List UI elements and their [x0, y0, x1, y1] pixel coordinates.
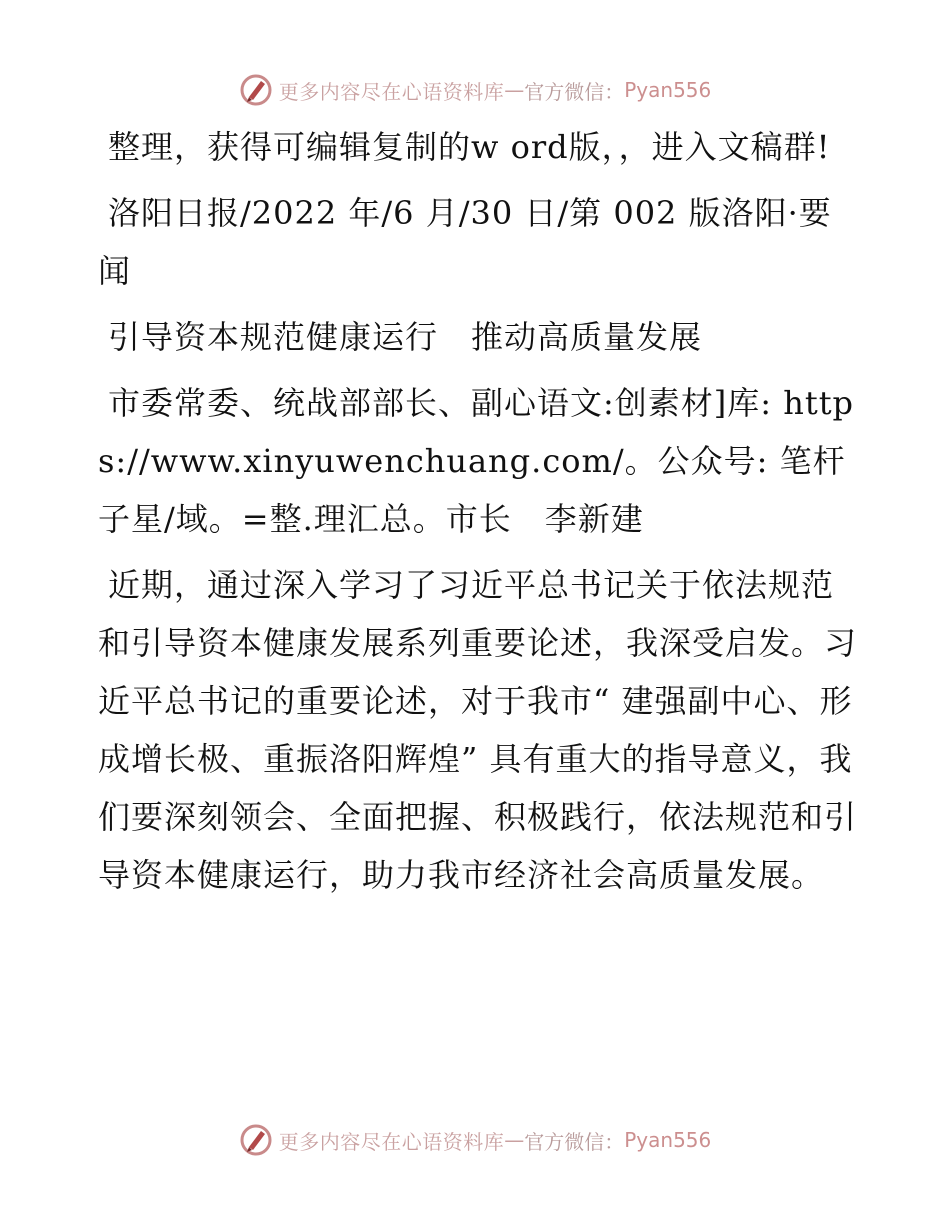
- banner-separator: —: [504, 78, 525, 102]
- banner-text: 更多内容尽在心语资料库: [278, 1129, 505, 1154]
- banner-wechat-id: Pyan556: [624, 78, 712, 102]
- header-banner: [0, 70, 950, 110]
- paragraph-author: 市委常委、统战部部长、副心语文:创素材]库: https://www.xinyuwenchuang.com/。公众号: 笔杆子星/域。=整.理汇总。市长 李新建: [98, 384, 855, 538]
- pen-seal-logo-icon: [239, 1123, 273, 1157]
- banner-wechat-label: 官方微信：: [524, 79, 625, 104]
- banner-wechat-label: 官方微信：: [524, 1129, 625, 1154]
- paragraph-source: 洛阳日报/2022 年/6 月/30 日/第 002 版洛阳·要闻: [98, 194, 832, 290]
- banner-wechat-id: Pyan556: [624, 1128, 712, 1152]
- paragraph-intro: 整理，获得可编辑复制的w ord版，，进入文稿群!: [108, 128, 831, 166]
- article-title: 引导资本规范健康运行 推动高质量发展: [108, 318, 703, 356]
- pen-seal-logo-icon: [239, 73, 273, 107]
- footer-banner: [0, 1120, 950, 1160]
- banner-separator: —: [504, 1128, 525, 1152]
- banner-text: 更多内容尽在心语资料库: [278, 79, 505, 104]
- document-body: [98, 118, 858, 912]
- paragraph-body: 近期，通过深入学习了习近平总书记关于依法规范和引导资本健康发展系列重要论述，我深受启发。习近平总书记的重要论述，对于我市“ 建强副中心、形成增长极、重振洛阳辉煌” 具有重大的指导意义，我们要深刻领会、全面把握、积极践行，依法规范和引导资本健康运行，助力我市经济社会高质量发展。: [98, 566, 858, 894]
